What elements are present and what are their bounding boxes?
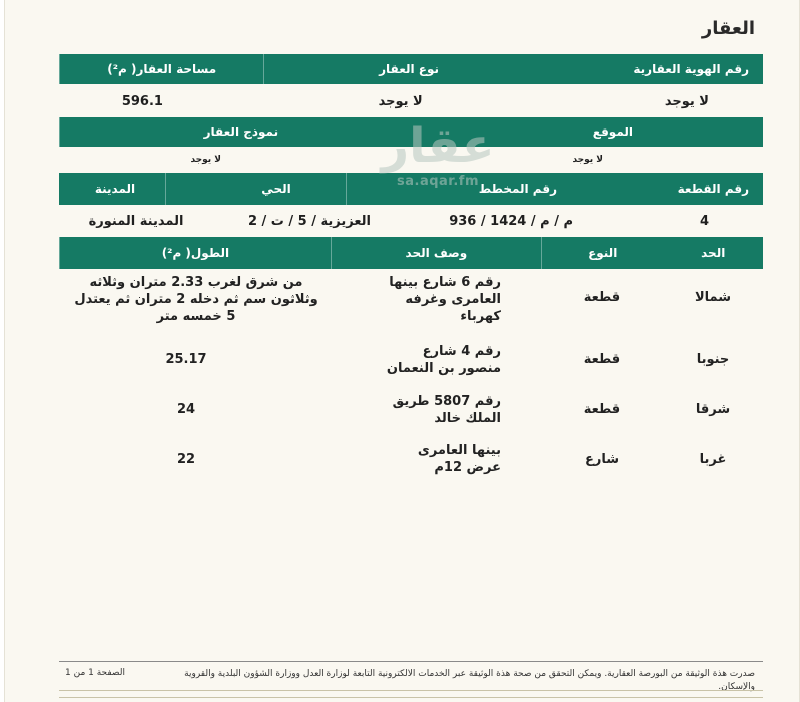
- bound-direction: غربا: [699, 452, 727, 467]
- bound-description: رقم 4 شارع منصور بن النعمان: [386, 344, 501, 376]
- bound-direction: جنوبا: [696, 352, 730, 367]
- bound-type: قطعة: [583, 352, 621, 367]
- bound-type-header: النوع: [541, 237, 663, 269]
- page-number: الصفحة 1 من 1: [65, 668, 125, 678]
- bound-direction: شمالا: [694, 290, 732, 305]
- city-value: المدينة المنورة: [88, 213, 184, 229]
- property-id-value: لا يوجد: [664, 93, 709, 109]
- plan-number-header: رقم المخطط: [346, 173, 587, 205]
- property-values: [59, 90, 763, 112]
- plot-header: [59, 173, 763, 205]
- bound-length: 24: [176, 402, 196, 417]
- model-value: لا يوجد: [190, 155, 221, 165]
- table-row: [59, 343, 763, 383]
- bottom-border-stripe: [59, 690, 763, 698]
- city-header: المدينة: [94, 182, 136, 196]
- plan-number-value: م / م / 1424 / 936: [449, 213, 573, 229]
- plot-number-value: 4: [699, 213, 709, 229]
- district-header: الحي: [165, 173, 346, 205]
- property-id-header: رقم الهوية العقارية: [633, 62, 749, 76]
- section-title: العقار: [701, 18, 755, 39]
- bound-direction: شرقا: [695, 402, 731, 417]
- watermark-domain: sa.aqar.fm: [397, 174, 479, 189]
- bound-description: رقم 6 شارع بينها العامرى وغرفه كهرباء: [389, 275, 501, 324]
- bound-description: رقم 5807 طريق الملك خالد: [392, 394, 501, 426]
- bound-length: من شرق لغرب 2.33 متران وثلاثه وثلاثون سم ثم دخله 2 متران ثم يعتدل 5 خمسه متر: [74, 275, 318, 324]
- property-header: [59, 54, 763, 84]
- property-area-value: 596.1: [121, 93, 163, 109]
- property-area-header: مساحة العقار( م²): [59, 54, 263, 84]
- bound-type: قطعة: [583, 402, 621, 417]
- property-type-header: نوع العقار: [263, 54, 503, 84]
- plot-number-header: رقم القطعة: [677, 182, 749, 196]
- property-type-value: لا يوجد: [378, 93, 423, 109]
- location-values: [59, 152, 763, 168]
- location-header: [59, 117, 763, 147]
- bound-type: قطعة: [583, 290, 621, 305]
- location-value: لا يوجد: [572, 155, 603, 165]
- watermark-logo: عقار: [381, 118, 495, 174]
- table-row: [59, 274, 763, 334]
- bounds-header: [59, 237, 763, 269]
- bound-direction-header: الحد: [701, 246, 726, 260]
- bound-description-header: وصف الحد: [331, 237, 541, 269]
- footer-divider: [59, 661, 763, 662]
- document-page: [4, 0, 800, 702]
- location-header-label: الموقع: [592, 125, 633, 139]
- model-header-label: نموذج العقار: [59, 117, 454, 147]
- bound-length: 25.17: [165, 352, 207, 367]
- footer-note: صدرت هذة الوثيقة من البورصة العقارية. ويمكن التحقق من صحة هذة الوثيقة عبر الخدمات الالكترونية التابعة لوزارة العدل ووزارة الشؤون البلدية والقروية والإسكان.: [184, 669, 755, 692]
- bound-type: شارع: [584, 452, 620, 467]
- bound-length-header: الطول( م²): [59, 237, 331, 269]
- plot-values: [59, 210, 763, 232]
- bound-length: 22: [176, 452, 196, 467]
- district-value: العزيزية / 5 / ت / 2: [247, 213, 371, 229]
- table-row: [59, 442, 763, 482]
- bound-description: بينها العامرى عرض 12م: [417, 443, 501, 475]
- table-row: [59, 393, 763, 433]
